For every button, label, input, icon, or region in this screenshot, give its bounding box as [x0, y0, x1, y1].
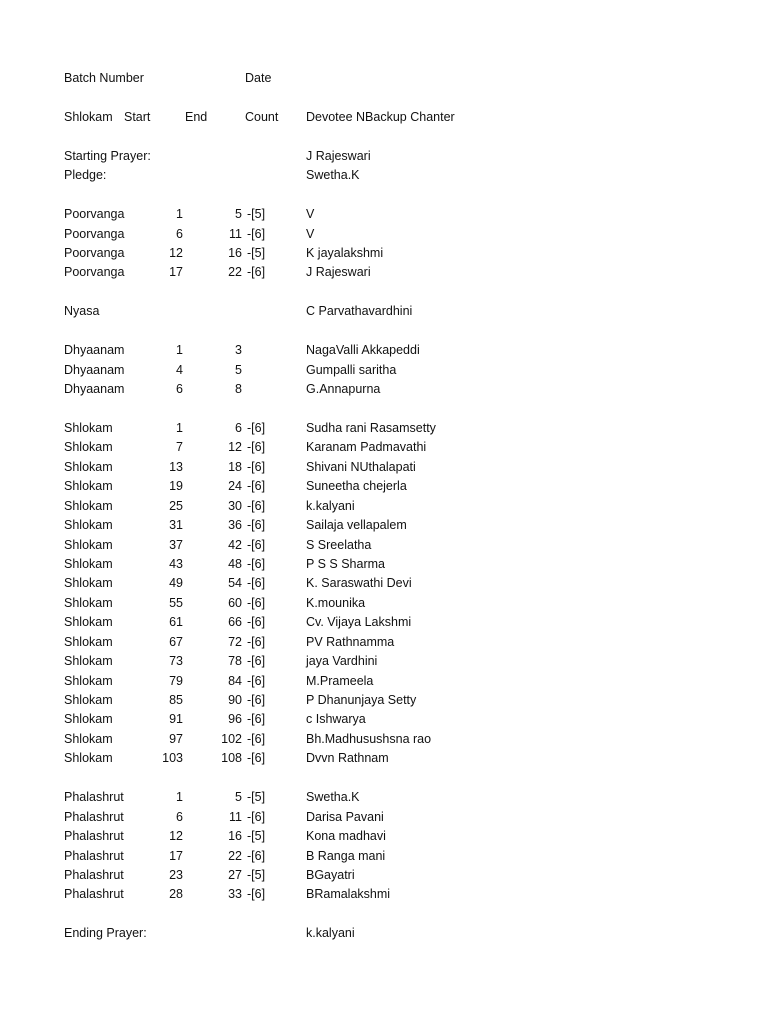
table-row	[0, 808, 768, 827]
row-devotee: Swetha.K	[306, 168, 360, 183]
row-devotee: V	[306, 226, 315, 241]
row-section-name: Shlokam	[64, 712, 113, 727]
column-header-end: End	[185, 109, 208, 124]
column-header-row	[0, 108, 768, 127]
row-count: -[6]	[247, 654, 266, 669]
row-devotee: B Ranga mani	[306, 848, 386, 863]
row-section-name: Phalashrut	[64, 829, 124, 844]
row-devotee: Gumpalli saritha	[306, 362, 397, 377]
row-section-name: Phalashrut	[64, 809, 124, 824]
row-end: 30	[228, 498, 242, 513]
row-end: 5	[235, 207, 242, 222]
table-row	[0, 536, 768, 555]
schedule-rows	[0, 147, 768, 944]
row-devotee: Shivani NUthalapati	[306, 459, 416, 474]
table-row	[0, 672, 768, 691]
row-end: 6	[235, 420, 242, 435]
row-devotee: G.Annapurna	[306, 382, 381, 396]
spacer-row	[0, 186, 768, 205]
row-start: 85	[169, 693, 183, 707]
table-row	[0, 691, 768, 710]
row-section-name: Dhyaanam	[64, 362, 125, 377]
row-devotee: Sudha rani Rasamsetty	[306, 420, 436, 435]
table-row	[0, 633, 768, 652]
row-count: -[6]	[247, 595, 266, 610]
row-section-name: Phalashrut	[64, 848, 124, 863]
row-start: 6	[176, 809, 183, 824]
table-row	[0, 361, 768, 380]
row-start: 61	[169, 615, 183, 630]
date-label: Date	[245, 71, 272, 85]
table-row	[0, 438, 768, 457]
row-end: 3	[235, 343, 242, 358]
row-section-name: Shlokam	[64, 420, 113, 435]
row-start: 1	[176, 420, 183, 435]
row-count: -[5]	[247, 790, 266, 805]
row-count: -[6]	[247, 673, 266, 688]
row-end: 12	[228, 440, 242, 455]
spacer-row	[0, 127, 768, 146]
row-start: 25	[169, 498, 183, 513]
row-devotee: PV Rathnamma	[306, 634, 395, 649]
row-section-name: Nyasa	[64, 304, 100, 319]
row-count: -[5]	[247, 207, 266, 222]
row-devotee: NagaValli Akkapeddi	[306, 343, 420, 358]
row-start: 17	[169, 848, 183, 863]
row-end: 90	[228, 693, 242, 707]
row-devotee: BGayatri	[306, 867, 355, 882]
row-end: 11	[229, 226, 242, 241]
row-section-name: Phalashrut	[64, 790, 124, 805]
row-start: 73	[169, 654, 183, 669]
row-start: 17	[169, 265, 183, 280]
table-row	[0, 555, 768, 574]
spacer-row	[0, 283, 768, 302]
row-end: 66	[228, 615, 242, 630]
table-row	[0, 749, 768, 768]
table-row	[0, 497, 768, 516]
row-start: 28	[169, 887, 183, 902]
row-devotee: Karanam Padmavathi	[306, 440, 427, 455]
row-count: -[6]	[247, 712, 266, 727]
row-start: 23	[169, 867, 183, 882]
table-row	[0, 652, 768, 671]
batch-number-label: Batch Number	[64, 71, 144, 85]
row-end: 60	[228, 595, 242, 610]
row-devotee: P Dhanunjaya Setty	[306, 693, 417, 707]
table-row	[0, 613, 768, 632]
row-start: 6	[176, 382, 183, 396]
row-count: -[6]	[247, 751, 266, 766]
row-count: -[6]	[247, 634, 266, 649]
row-count: -[6]	[247, 848, 266, 863]
row-devotee: J Rajeswari	[306, 265, 371, 280]
table-row	[0, 302, 768, 321]
row-section-name: Poorvanga	[64, 207, 125, 222]
row-section-name: Ending Prayer:	[64, 926, 147, 941]
row-devotee: Swetha.K	[306, 790, 360, 805]
row-count: -[5]	[247, 829, 266, 844]
table-row	[0, 866, 768, 885]
row-end: 27	[228, 867, 242, 882]
row-start: 79	[169, 673, 183, 688]
column-header-start: Start	[124, 109, 151, 124]
row-section-name: Shlokam	[64, 459, 113, 474]
row-devotee: Kona madhavi	[306, 829, 386, 844]
row-devotee: M.Prameela	[306, 673, 374, 688]
row-count: -[6]	[247, 479, 266, 494]
row-devotee: BRamalakshmi	[306, 887, 391, 902]
row-count: -[6]	[247, 420, 266, 435]
row-end: 18	[228, 459, 242, 474]
row-devotee: C Parvathavardhini	[306, 304, 413, 319]
table-row	[0, 827, 768, 846]
row-section-name: Dhyaanam	[64, 382, 125, 396]
row-end: 36	[228, 518, 242, 533]
row-devotee: K jayalakshmi	[306, 245, 384, 260]
row-end: 48	[228, 556, 242, 571]
column-header-shlokam: Shlokam	[64, 109, 113, 124]
table-row	[0, 594, 768, 613]
row-count: -[6]	[247, 518, 266, 533]
row-end: 16	[228, 245, 242, 260]
table-row	[0, 341, 768, 360]
row-devotee: Darisa Pavani	[306, 809, 384, 824]
row-count: -[6]	[247, 887, 266, 902]
row-end: 11	[229, 809, 242, 824]
row-count: -[6]	[247, 440, 266, 455]
table-row	[0, 730, 768, 749]
row-count: -[6]	[247, 615, 266, 630]
table-row	[0, 885, 768, 904]
table-row	[0, 788, 768, 807]
row-end: 16	[228, 829, 242, 844]
row-devotee: Cv. Vijaya Lakshmi	[306, 615, 412, 630]
batch-row	[0, 69, 768, 88]
row-end: 84	[228, 673, 242, 688]
row-count: -[6]	[247, 556, 266, 571]
table-row	[0, 244, 768, 263]
row-end: 78	[228, 654, 242, 669]
row-count: -[6]	[247, 498, 266, 513]
row-start: 12	[169, 829, 183, 844]
table-row	[0, 458, 768, 477]
row-devotee: Dvvn Rathnam	[306, 751, 389, 766]
row-devotee: k.kalyani	[306, 498, 355, 513]
table-row	[0, 516, 768, 535]
row-count: -[6]	[247, 576, 266, 591]
row-start: 13	[169, 459, 183, 474]
table-row	[0, 847, 768, 866]
table-row	[0, 166, 768, 185]
row-section-name: Shlokam	[64, 693, 113, 707]
row-start: 12	[169, 245, 183, 260]
row-section-name: Shlokam	[64, 576, 113, 591]
row-count: -[5]	[247, 245, 266, 260]
row-section-name: Poorvanga	[64, 226, 125, 241]
row-end: 42	[228, 537, 242, 552]
row-section-name: Shlokam	[64, 615, 113, 630]
row-devotee: Bh.Madhusushsna rao	[306, 731, 432, 746]
spacer-row	[0, 905, 768, 924]
row-section-name: Shlokam	[64, 751, 113, 766]
row-end: 102	[221, 731, 242, 746]
row-start: 31	[169, 518, 183, 533]
row-start: 7	[176, 440, 183, 455]
row-end: 22	[228, 265, 242, 280]
column-header-count: Count	[245, 109, 279, 124]
row-devotee: jaya Vardhini	[306, 654, 378, 669]
row-section-name: Pledge:	[64, 168, 107, 183]
row-start: 91	[169, 712, 183, 727]
table-row	[0, 147, 768, 166]
row-section-name: Shlokam	[64, 479, 113, 494]
spacer-row	[0, 322, 768, 341]
row-start: 37	[169, 537, 183, 552]
table-row	[0, 477, 768, 496]
row-section-name: Shlokam	[64, 556, 113, 571]
row-count: -[6]	[247, 731, 266, 746]
row-start: 6	[176, 226, 183, 241]
column-header-devotee: Devotee NBackup Chanter	[306, 109, 455, 124]
table-row	[0, 710, 768, 729]
row-count: -[6]	[247, 459, 266, 474]
table-row	[0, 225, 768, 244]
schedule-sheet	[0, 69, 768, 944]
spacer-row	[0, 88, 768, 107]
table-row	[0, 205, 768, 224]
spacer-row	[0, 769, 768, 788]
row-section-name: Starting Prayer:	[64, 148, 151, 163]
row-devotee: S Sreelatha	[306, 537, 372, 552]
row-end: 22	[228, 848, 242, 863]
row-section-name: Phalashrut	[64, 867, 124, 882]
row-end: 96	[228, 712, 242, 727]
row-start: 43	[169, 556, 183, 571]
row-devotee: k.kalyani	[306, 926, 355, 941]
row-count: -[6]	[247, 537, 266, 552]
row-count: -[6]	[247, 693, 266, 707]
table-row	[0, 924, 768, 943]
row-section-name: Shlokam	[64, 537, 113, 552]
row-count: -[6]	[247, 265, 266, 280]
row-section-name: Shlokam	[64, 440, 113, 455]
row-count: -[5]	[247, 867, 266, 882]
row-start: 1	[176, 790, 183, 805]
row-start: 1	[176, 207, 183, 222]
row-count: -[6]	[247, 226, 266, 241]
row-section-name: Shlokam	[64, 595, 113, 610]
row-devotee: K.mounika	[306, 595, 366, 610]
row-section-name: Shlokam	[64, 634, 113, 649]
spacer-row	[0, 399, 768, 418]
row-devotee: J Rajeswari	[306, 148, 371, 163]
row-devotee: P S S Sharma	[306, 556, 385, 571]
row-end: 8	[235, 382, 242, 396]
row-devotee: V	[306, 207, 315, 222]
row-count: -[6]	[247, 809, 266, 824]
row-devotee: c Ishwarya	[306, 712, 366, 727]
row-devotee: Sailaja vellapalem	[306, 518, 407, 533]
row-section-name: Shlokam	[64, 673, 113, 688]
row-start: 97	[169, 731, 183, 746]
row-end: 108	[221, 751, 242, 766]
row-section-name: Shlokam	[64, 518, 113, 533]
table-row	[0, 419, 768, 438]
row-section-name: Phalashrut	[64, 887, 124, 902]
row-start: 103	[162, 751, 183, 766]
table-row	[0, 380, 768, 399]
row-devotee: Suneetha chejerla	[306, 479, 407, 494]
row-start: 19	[169, 479, 183, 494]
row-section-name: Poorvanga	[64, 265, 125, 280]
row-start: 4	[176, 362, 183, 377]
row-end: 5	[235, 362, 242, 377]
row-start: 67	[169, 634, 183, 649]
row-end: 33	[228, 887, 242, 902]
row-section-name: Shlokam	[64, 731, 113, 746]
row-section-name: Shlokam	[64, 654, 113, 669]
table-row	[0, 263, 768, 282]
row-start: 55	[169, 595, 183, 610]
row-end: 24	[228, 479, 242, 494]
row-section-name: Shlokam	[64, 498, 113, 513]
row-end: 72	[228, 634, 242, 649]
row-section-name: Poorvanga	[64, 245, 125, 260]
row-end: 54	[228, 576, 242, 591]
row-devotee: K. Saraswathi Devi	[306, 576, 412, 591]
row-end: 5	[235, 790, 242, 805]
table-row	[0, 574, 768, 593]
row-section-name: Dhyaanam	[64, 343, 125, 358]
row-start: 49	[169, 576, 183, 591]
row-start: 1	[176, 343, 183, 358]
